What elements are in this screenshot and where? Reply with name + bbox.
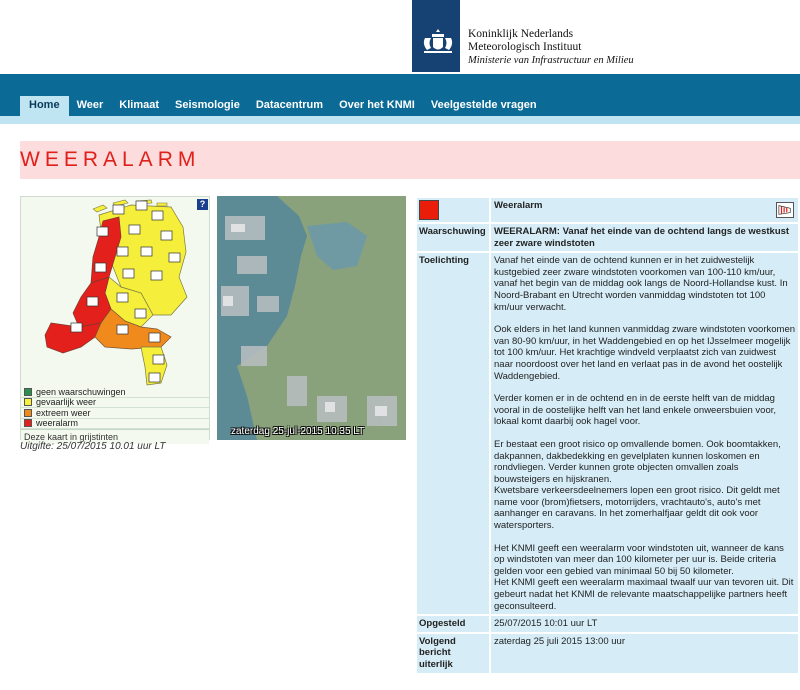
waarschuwing-value: WEERALARM: Vanaf het einde van de ochtend langs de westkust zeer zware windstoten [491,224,798,251]
legend-item [21,408,209,419]
nav-klimaat[interactable]: Klimaat [119,99,160,111]
knmi-logo[interactable] [410,0,650,72]
toelichting-paragraph: Het KNMI geeft een weeralarm voor windstoten uit, wanneer de kans op windstoten van meer dan 100 kilometer per uur is. Beide criteria gelden voor een gebied van minimaal 50 bij 50 kilometer. [494,542,784,577]
table-row [417,198,798,222]
legend-swatch-green [24,388,32,396]
radar-timestamp: zaterdag 25-jul-2015 10:35 LT [231,426,365,437]
warning-table [415,196,800,675]
alarm-header-label: Weeralarm [494,200,543,211]
alarm-color-cell [417,198,489,222]
main-navigation [20,96,545,116]
legend-swatch-red [24,419,32,427]
nav-weer[interactable]: Weer [76,99,104,111]
help-icon[interactable]: ? [197,199,208,210]
toelichting-paragraph: Ook elders in het land kunnen vanmiddag zware windstoten voorkomen van 80-90 km/uur, in het Waddengebied en op het IJsselmeer mogelijk tot 100 km/uur. Het krachtige windveld verplaatst zich van zuidwest naar noordoost over het land en verlaat pas in de avond het oostelijk Waddengebied. [494,324,796,382]
radar-map [217,196,406,440]
legend-swatch-yellow [24,398,32,406]
alarm-color-swatch [419,200,439,220]
toelichting-paragraph: Vanaf het einde van de ochtend kunnen er in het zuidwestelijk kustgebied zeer zware windstoten voorkomen van 100-110 km/uur, vanaf het begin van de middag ook langs de Noord-Hollandse kust. In Noord-Brabant en Utrecht worden vanmiddag windstoten tot 100 km/uur verwacht. [494,255,788,313]
volgend-label: Volgend bericht uiterlijk [417,634,489,673]
legend-item [21,387,209,398]
warning-map[interactable] [21,197,209,387]
toelichting-paragraph: Kwetsbare verkeersdeelnemers lopen een groot risico. Dit geldt met name voor (brom)fietsers, motorrijders, vrachtauto's, auto's met aanhanger en caravans. In het zomerhalfjaar geldt dit ook voor watersporters. [494,485,780,532]
nav-seismologie[interactable]: Seismologie [175,99,240,111]
table-row [417,224,798,251]
radar-image[interactable] [217,196,406,440]
org-line-2: Meteorologisch Instituut [468,41,582,53]
legend-item [21,419,209,430]
wind-warning-icon [776,202,794,218]
legend-label: extreem weer [36,407,91,418]
nav-over-het-knmi[interactable]: Over het KNMI [339,99,415,111]
warning-map-panel [20,196,210,440]
volgend-value: zaterdag 25 juli 2015 13:00 uur [491,634,798,673]
nav-home[interactable]: Home [20,96,69,116]
legend-label: weeralarm [36,418,79,429]
table-row [417,616,798,632]
toelichting-paragraph: Verder komen er in de ochtend en in de eerste helft van de middag vooral in de oostelijke helft van het land enkele onweersbuien voor, lokaal komt daarbij ook hagel voor. [494,393,777,428]
waarschuwing-label: Waarschuwing [417,224,489,251]
org-line-1: Koninklijk Nederlands [468,28,574,40]
issued-timestamp: Uitgifte: 25/07/2015 10.01 uur LT [20,441,166,452]
page-title: WEERALARM [20,148,201,171]
coat-of-arms-icon [418,26,458,56]
legend-item [21,398,209,409]
legend-swatch-orange [24,409,32,417]
toelichting-paragraph: Het KNMI geeft een weeralarm maximaal twaalf uur van tevoren uit. Dit gebeurt nadat het KNMI de relevante maatschappelijke partners heeft geconsulteerd. [494,577,794,612]
table-row [417,253,798,614]
table-row [417,634,798,673]
toelichting-paragraph: Er bestaat een groot risico op omvallende bomen. Ook boomtakken, dakpannen, dakbedekking en gevelplaten kunnen loskomen en rondvliegen. Verder kunnen grote objecten omvallen zoals bouwsteigers en hijskranen. [494,438,781,485]
opgesteld-value: 25/07/2015 10:01 uur LT [491,616,798,632]
logo-bar [412,0,460,72]
nav-veelgestelde-vragen[interactable]: Veelgestelde vragen [430,99,537,111]
map-legend [21,387,209,444]
nav-datacentrum[interactable]: Datacentrum [255,99,324,111]
logo-text [468,28,634,67]
opgesteld-label: Opgesteld [417,616,489,632]
toelichting-value [491,253,798,614]
legend-label: gevaarlijk weer [36,397,97,408]
nav-strip [0,116,800,124]
alarm-header-cell [491,198,798,222]
org-line-3: Ministerie van Infrastructuur en Milieu [468,55,634,66]
toelichting-label: Toelichting [417,253,489,614]
title-banner [20,141,800,179]
grayscale-map-link[interactable]: Deze kaart in grijstinten [21,429,209,444]
legend-label: geen waarschuwingen [36,386,126,397]
